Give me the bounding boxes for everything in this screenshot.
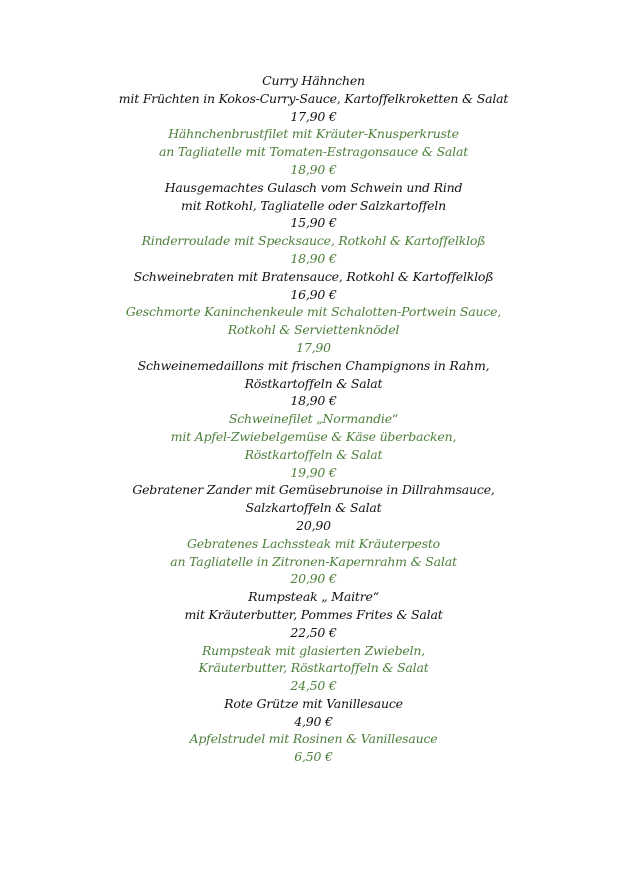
menu-item-title: Hausgemachtes Gulasch vom Schwein und Rind: [164, 179, 463, 195]
menu-item-title: Schweinefilet „Normandie“: [228, 411, 399, 427]
menu-item-gulasch: [0, 179, 627, 232]
menu-item-rinderroulade: [0, 232, 627, 268]
menu-list: [0, 72, 627, 766]
menu-item-apfelstrudel: [0, 730, 627, 766]
menu-item-price: 20,90 €: [290, 571, 337, 587]
menu-item-schweinemedaillons: [0, 357, 627, 410]
menu-item-price: 22,50 €: [290, 624, 337, 640]
menu-item-description: mit Rotkohl, Tagliatelle oder Salzkartoffeln: [181, 197, 446, 213]
menu-item-price: 6,50 €: [294, 749, 333, 765]
menu-item-lachssteak: [0, 535, 627, 588]
menu-item-description: Salzkartoffeln & Salat: [245, 500, 382, 516]
menu-item-price: 17,90: [296, 339, 331, 355]
menu-item-price: 24,50 €: [290, 678, 337, 694]
menu-item-title: Rumpsteak „ Maitre“: [248, 589, 379, 605]
menu-item-title: Rote Grütze mit Vanillesauce: [224, 695, 403, 711]
menu-item-price: 4,90 €: [294, 713, 333, 729]
menu-item-title: Rinderroulade mit Specksauce, Rotkohl & Kartoffelkloß: [141, 233, 486, 249]
menu-item-description: mit Früchten in Kokos-Curry-Sauce, Kartoffelkroketten & Salat: [118, 90, 509, 106]
menu-item-description: Röstkartoffeln & Salat: [244, 375, 383, 391]
menu-item-description: Rotkohl & Serviettenknödel: [227, 322, 400, 338]
menu-item-description: an Tagliatelle mit Tomaten-Estragonsauce & Salat: [158, 144, 469, 160]
menu-item-title: Rumpsteak mit glasierten Zwiebeln,: [201, 642, 426, 658]
menu-item-price: 20,90: [296, 517, 331, 533]
menu-item-rote-gruetze: [0, 695, 627, 731]
menu-item-price: 18,90 €: [290, 393, 337, 409]
menu-item-description: Kräuterbutter, Röstkartoffeln & Salat: [198, 660, 429, 676]
menu-item-title: Gebratener Zander mit Gemüsebrunoise in Dillrahmsauce,: [132, 482, 495, 498]
menu-item-price: 15,90 €: [290, 215, 337, 231]
menu-item-title: Schweinemedaillons mit frischen Champignons in Rahm,: [137, 357, 490, 373]
menu-item-kaninchenkeule: [0, 303, 627, 356]
menu-item-title: Schweinebraten mit Bratensauce, Rotkohl & Kartoffelkloß: [133, 268, 494, 284]
menu-item-price: 18,90 €: [290, 161, 337, 177]
menu-item-title: Gebratenes Lachssteak mit Kräuterpesto: [187, 535, 440, 551]
menu-item-title: Hähnchenbrustfilet mit Kräuter-Knusperkruste: [168, 126, 459, 142]
menu-item-rumpsteak-maitre: [0, 588, 627, 641]
menu-item-curry-haehnchen: [0, 72, 627, 125]
menu-item-description: Röstkartoffeln & Salat: [244, 446, 383, 462]
menu-item-price: 19,90 €: [290, 464, 337, 480]
menu-item-description: an Tagliatelle in Zitronen-Kapernrahm & Salat: [170, 553, 457, 569]
menu-item-schweinebraten: [0, 268, 627, 304]
menu-item-description: mit Kräuterbutter, Pommes Frites & Salat: [184, 606, 443, 622]
menu-item-price: 17,90 €: [290, 108, 337, 124]
menu-item-title: Curry Hähnchen: [262, 73, 365, 88]
menu-item-schweinefilet-normandie: [0, 410, 627, 481]
menu-item-description: mit Apfel-Zwiebelgemüse & Käse überbacken,: [170, 428, 457, 444]
menu-item-zander: [0, 481, 627, 534]
menu-item-price: 18,90 €: [290, 250, 337, 266]
menu-item-title: Apfelstrudel mit Rosinen & Vanillesauce: [189, 731, 438, 747]
menu-item-haehnchenbrustfilet: [0, 125, 627, 178]
menu-item-price: 16,90 €: [290, 286, 337, 302]
menu-item-rumpsteak-zwiebeln: [0, 642, 627, 695]
menu-item-title: Geschmorte Kaninchenkeule mit Schalotten-Portwein Sauce,: [125, 304, 502, 320]
